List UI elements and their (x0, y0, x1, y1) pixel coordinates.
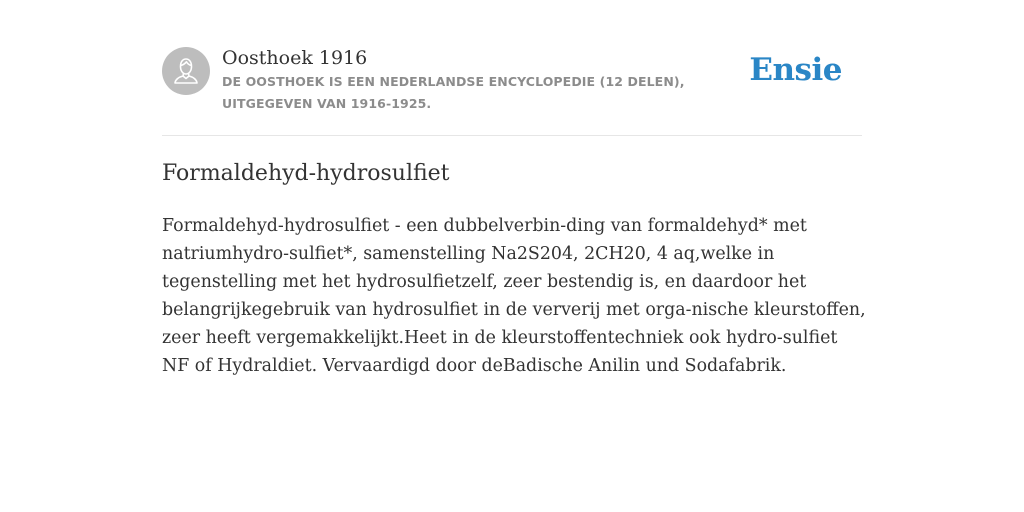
article-title: Formaldehyd-hydrosulfiet (162, 161, 450, 186)
source-info (222, 46, 762, 115)
source-header (162, 46, 862, 118)
source-title[interactable]: Oosthoek 1916 (222, 47, 368, 69)
avatar[interactable] (162, 47, 210, 95)
ensie-logo[interactable]: Ensie (749, 52, 842, 88)
user-silhouette-icon (162, 47, 210, 95)
article-body: Formaldehyd-hydrosulfiet - een dubbelverbin-ding van formaldehyd* met natriumhydro-sulfiet*, samenstelling Na2S204, 2CH20, 4 aq,welke in tegenstelling met het hydrosulfietzelf, zeer bestendig is, en daardoor het belangrijkegebruik van hydrosulfiet in de ververij met orga-nische kleurstoffen, zeer heeft vergemakkelijkt.Heet in de kleurstoffentechniek ook hydro-sulfiet NF of Hydraldiet. Vervaardigd door deBadische Anilin und Sodafabrik. (162, 216, 866, 376)
source-description: DE OOSTHOEK IS EEN NEDERLANDSE ENCYCLOPEDIE (12 DELEN), UITGEGEVEN VAN 1916-1925. (222, 74, 685, 111)
divider (162, 135, 862, 136)
